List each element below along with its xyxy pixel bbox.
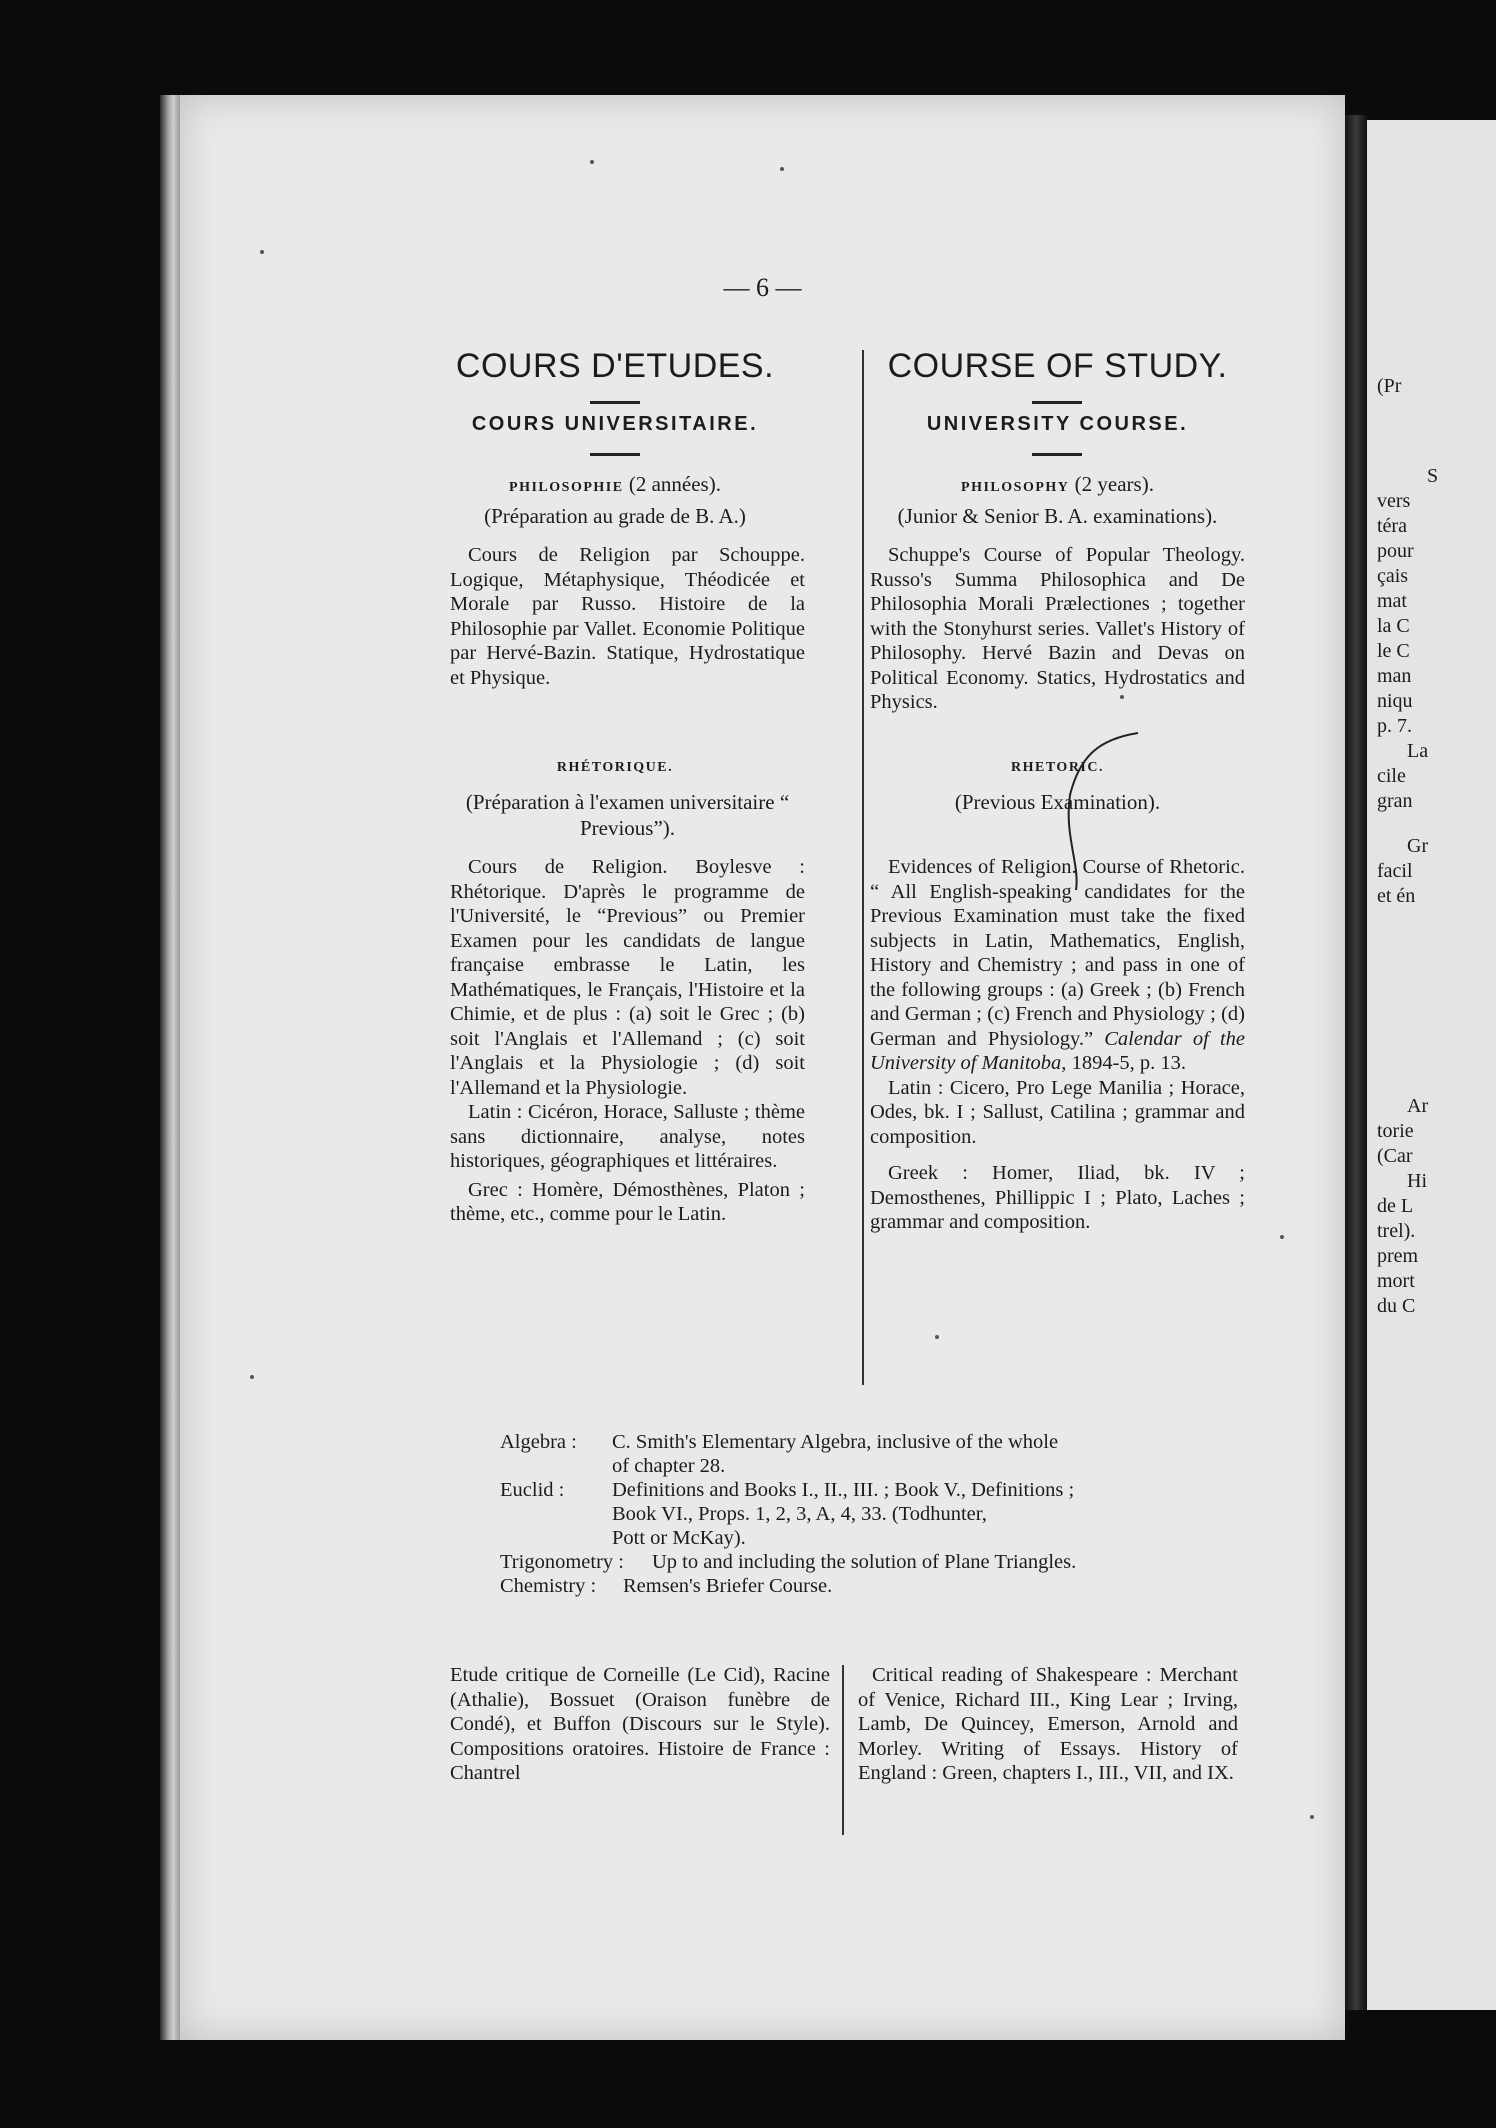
english-subtitle: UNIVERSITY COURSE.	[926, 413, 1189, 435]
heading-small: PHILOSOPHY	[961, 480, 1070, 495]
fragment: p. 7.	[1377, 715, 1412, 737]
french-philosophy-body: Cours de Religion par Schouppe. Logique, Métaphysique, Théodicée et Morale par Russo. Histoire de la Philosophie par Vallet. Economie Politique par Hervé-Bazin. Statique, Hydrostatique et Physique.	[450, 544, 805, 689]
bottom-column-divider	[842, 1665, 844, 1835]
math-value: Up to and including the solution of Plane Triangles.	[652, 1551, 1077, 1573]
scan-speck	[1120, 695, 1124, 699]
fragment: Gr	[1407, 835, 1429, 857]
math-row-trigonometry	[500, 1550, 1220, 1574]
title-rule	[1032, 401, 1082, 404]
scan-speck	[1280, 1235, 1284, 1239]
scan-speck	[1310, 1815, 1314, 1819]
french-rhetoric-greek: Grec : Homère, Démosthènes, Platon ; thème, etc., comme pour le Latin.	[450, 1178, 805, 1225]
english-title: COURSE OF STUDY.	[887, 347, 1228, 385]
fragment: prem	[1377, 1245, 1419, 1267]
fragment: çais	[1377, 565, 1409, 587]
fragment: la C	[1377, 615, 1410, 637]
french-subtitle: COURS UNIVERSITAIRE.	[471, 413, 759, 435]
subtitle-rule	[1032, 453, 1082, 456]
fragment: torie	[1377, 1120, 1414, 1142]
book-spine	[160, 95, 182, 2040]
math-row-euclid	[500, 1478, 1220, 1550]
page	[180, 95, 1345, 2040]
fragment: de L	[1377, 1195, 1414, 1217]
scan-speck	[260, 250, 264, 254]
english-philosophy-prep: (Junior & Senior B. A. examinations).	[897, 504, 1218, 528]
pencil-mark	[1040, 725, 1160, 895]
math-key: Chemistry :	[500, 1575, 597, 1597]
fragment: gran	[1377, 790, 1413, 812]
fragment: (Car	[1377, 1145, 1413, 1167]
heading-small: PHILOSOPHIE	[509, 480, 624, 495]
fragment: mat	[1377, 590, 1407, 612]
math-value: Remsen's Briefer Course.	[623, 1575, 833, 1597]
adjacent-page-fragment	[1367, 120, 1496, 2010]
french-rhetoric-body: Cours de Religion. Boylesve : Rhétorique. D'après le programme de l'Université, le “Previous” ou Premier Examen pour les candidats de langue française embrasse le Latin, les Mathématiques, le Français, l'Histoire et la Chimie, et de plus : (a) soit le Grec ; (b) soit l'Anglais et l'Allemand ; (c) soit l'Anglais et la Physiologie ; (d) soit l'Allemand et la Physiologie.	[450, 856, 805, 1099]
scan-speck	[250, 1375, 254, 1379]
french-rhetoric-heading: RHÉTORIQUE.	[556, 760, 674, 775]
french-rhetoric-section	[450, 855, 805, 1227]
french-literature: Etude critique de Corneille (Le Cid), Racine (Athalie), Bossuet (Oraison funèbre de Condé), et Buffon (Discours sur le Style). Compositions oratoires. Histoire de France : Chantrel	[450, 1664, 830, 1784]
fragment: vers	[1377, 490, 1411, 512]
math-key: Euclid :	[500, 1479, 565, 1501]
fragment: trel).	[1377, 1220, 1416, 1242]
french-rhetoric-latin: Latin : Cicéron, Horace, Salluste ; thème sans dictionnaire, analyse, notes historiques, géographiques et littéraires.	[450, 1101, 805, 1172]
english-rhetoric-section	[870, 855, 1245, 1235]
heading-rest: (2 années).	[628, 472, 721, 496]
math-key: Trigonometry :	[500, 1551, 624, 1573]
scan-speck	[780, 167, 784, 171]
fragment: mort	[1377, 1270, 1415, 1292]
fragment: (Pr	[1377, 375, 1402, 397]
math-row-chemistry	[500, 1574, 1220, 1598]
subtitle-rule	[590, 453, 640, 456]
english-rhetoric-heading: RHETORIC.	[1011, 760, 1104, 775]
column-divider	[862, 350, 864, 1385]
fragment: le C	[1377, 640, 1410, 662]
math-value: C. Smith's Elementary Algebra, inclusive of the whole of chapter 28.	[612, 1431, 1059, 1477]
fragment: man	[1377, 665, 1412, 687]
heading-rest: (2 years).	[1074, 472, 1154, 496]
body-text: Evidences of Religion. Course of Rhetoric. “ All English-speaking candidates for the Previous Examination must take the fixed subjects in Latin, Mathematics, English, History and Chemistry ; and pass in one of the following groups : (a) Greek ; (b) French and German ; (c) French and Physiology ; (d) German and Physiology.”	[870, 856, 1245, 1050]
page-edge	[1345, 115, 1367, 2010]
fragment: téra	[1377, 515, 1407, 537]
scan-speck	[935, 1335, 939, 1339]
fragment: S	[1427, 465, 1439, 487]
french-rhetoric-prep: (Préparation à l'examen universitaire “ Previous”).	[465, 790, 790, 840]
title-rule	[590, 401, 640, 404]
math-key: Algebra :	[500, 1431, 577, 1453]
calendar-citation: Calendar of the University of Manitoba,	[870, 1027, 1245, 1074]
citation-year: 1894-5, p. 13.	[1071, 1052, 1187, 1074]
fragment: La	[1407, 740, 1429, 762]
english-rhetoric-latin: Latin : Cicero, Pro Lege Manilia ; Horace, Odes, bk. I ; Sallust, Catilina ; grammar and composition.	[870, 1076, 1245, 1148]
mathematics-block	[500, 1430, 1220, 1598]
fragment: du C	[1377, 1295, 1416, 1317]
fragment: Hi	[1407, 1170, 1427, 1192]
fragment: niqu	[1377, 690, 1413, 712]
french-title: COURS D'ETUDES.	[455, 347, 775, 385]
fragment: Ar	[1407, 1095, 1429, 1117]
fragment: et én	[1377, 885, 1416, 907]
fragment: facil	[1377, 860, 1413, 882]
fragment: cile	[1377, 765, 1406, 787]
french-philosophy-heading	[425, 472, 805, 497]
english-philosophy-body: Schuppe's Course of Popular Theology. Russo's Summa Philosophica and De Philosophia Morali Prælectiones ; together with the Stonyhurst series. Vallet's History of Philosophy. Hervé Bazin and Devas on Political Economy. Statics, Hydrostatics and Physics.	[870, 544, 1245, 713]
english-rhetoric-greek: Greek : Homer, Iliad, bk. IV ; Demosthenes, Phillippic I ; Plato, Laches ; grammar and composition.	[870, 1162, 1245, 1233]
math-value: Definitions and Books I., II., III. ; Book V., Definitions ; Book VI., Props. 1, 2, 3, A, 4, 33. (Todhunter, Pott or McKay).	[612, 1479, 1075, 1549]
english-literature: Critical reading of Shakespeare : Merchant of Venice, Richard III., King Lear ; Irving, Lamb, De Quincey, Emerson, Arnold and Morley. Writing of Essays. History of England : Green, chapters I., III., VII, and IX.	[858, 1664, 1238, 1784]
page-number: — 6 —	[723, 273, 802, 302]
math-row-algebra	[500, 1430, 1220, 1478]
english-rhetoric-prep: (Previous Examination).	[954, 790, 1161, 814]
scan-speck	[590, 160, 594, 164]
fragment: pour	[1377, 540, 1414, 562]
english-philosophy-heading	[870, 472, 1245, 497]
french-philosophy-prep: (Préparation au grade de B. A.)	[484, 504, 746, 528]
